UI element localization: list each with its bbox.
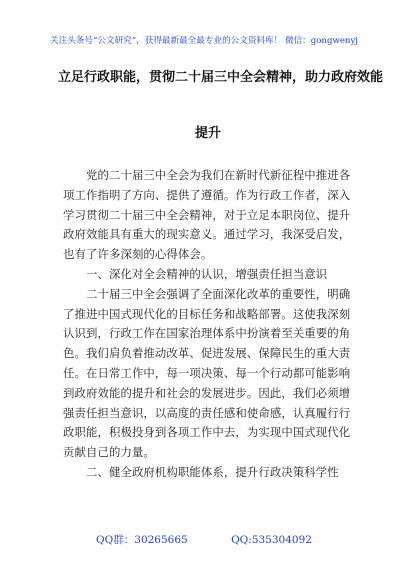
qq-number: QQ:535304092: [231, 534, 312, 546]
body-line: 认识到，行政工作在国家治理体系中扮演着至关重要的角: [63, 326, 351, 341]
body-line: 政府效能具有重大的现实意义。通过学习，我深受启发，: [63, 227, 351, 242]
body-line: 到政府效能的提升和社会的发展进步。因此，我们必须增: [63, 385, 351, 400]
document-body: [63, 166, 349, 483]
document-title-line-1: 立足行政职能，贯彻二十届三中全会精神，助力政府效能: [58, 70, 384, 85]
body-line: 任。在日常工作中，每一项决策、每一个行动都可能影响: [63, 365, 351, 380]
body-line: 项工作指明了方向、提供了遵循。作为行政工作者，深入: [63, 187, 351, 202]
section-heading-2: 二、健全政府机构职能体系，提升行政决策科学性: [63, 464, 339, 479]
page-header-banner: 关注头条号“公文研究”，获得最新最全最专业的公文资料库！ 微信：gongwenyj: [50, 36, 358, 46]
body-line: 二十届三中全会强调了全面深化改革的重要性，明确: [63, 286, 351, 301]
document-title-line-2: 提升: [194, 126, 221, 141]
body-line: 也有了许多深刻的心得体会。: [63, 247, 213, 262]
body-line: 政职能，积极投身到各项工作中去，为实现中国式现代化: [63, 425, 351, 440]
body-line: 贡献自己的力量。: [63, 445, 155, 460]
body-line: 色。我们肩负着推动改革、促进发展、保障民生的重大责: [63, 346, 351, 361]
body-line: 党的二十届三中全会为我们在新时代新征程中推进各: [63, 168, 351, 182]
section-heading-1: 一、深化对全会精神的认识，增强责任担当意识: [63, 266, 328, 281]
body-line: 强责任担当意识，以高度的责任感和使命感，认真履行行: [63, 405, 351, 420]
page-footer: [0, 532, 408, 547]
body-line: 学习贯彻二十届三中全会精神，对于立足本职岗位、提升: [63, 207, 351, 222]
qq-group-number: QQ群：30265665: [96, 534, 188, 546]
body-line: 了推进中国式现代化的目标任务和战略部署。这使我深刻: [63, 306, 351, 321]
